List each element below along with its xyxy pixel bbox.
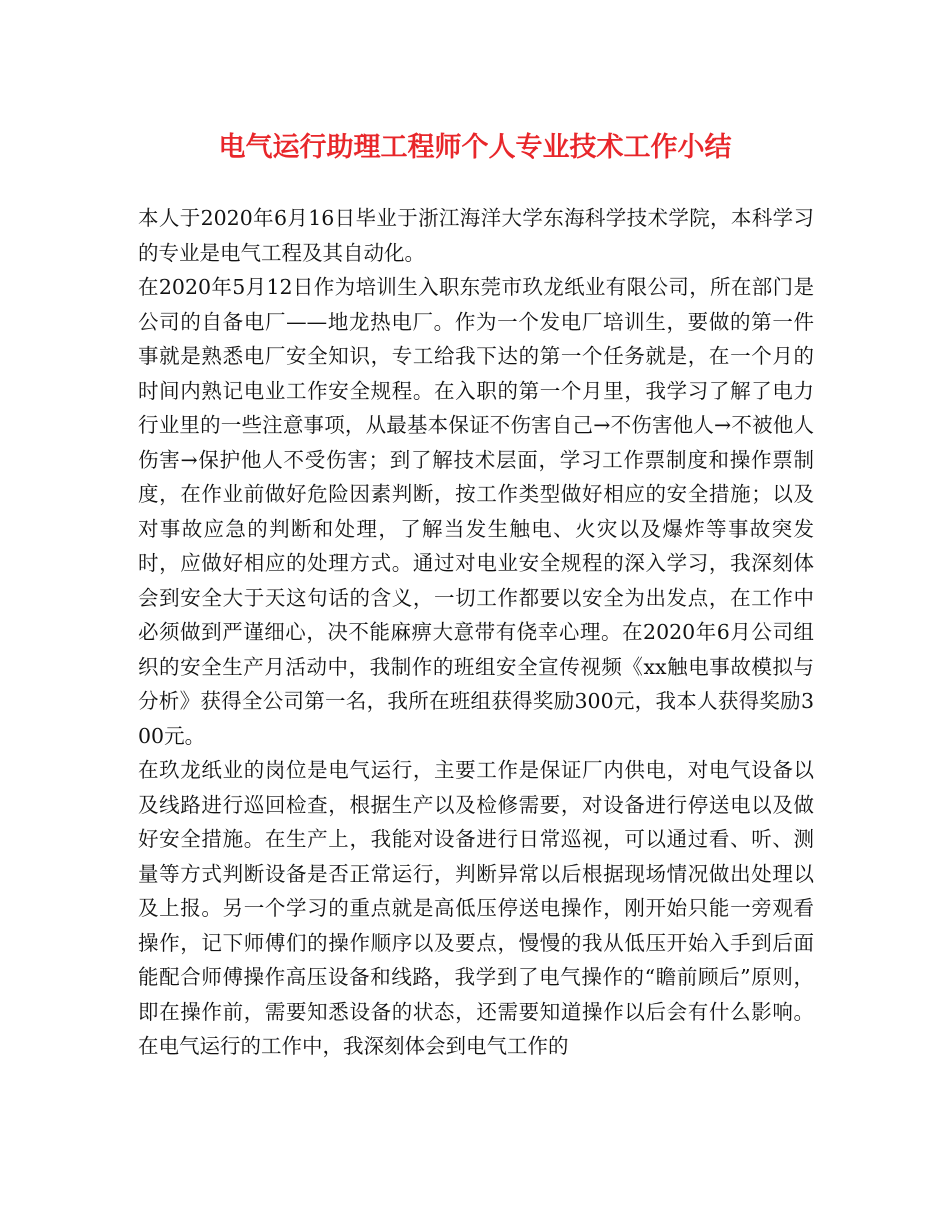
document-title: 电气运行助理工程师个人专业技术工作小结 <box>218 132 732 163</box>
paragraph-electrical-operation: 在玖龙纸业的岗位是电气运行，主要工作是保证厂内供电，对电气设备以及线路进行巡回检查，根据生产以及检修需要，对设备进行停送电以及做好安全措施。在生产上，我能对设备进行日常巡视，可以通过看、听、测量等方式判断设备是否正常运行，判断异常以后根据现场情况做出处理以及上报。另一个学习的重点就是高低压停送电操作，刚开始只能一旁观看操作，记下师傅们的操作顺序以及要点，慢慢的我从低压开始入手到后面能配合师傅操作高压设备和线路，我学到了电气操作的“瞻前顾后”原则，即在操作前，需要知悉设备的状态，还需要知道操作以后会有什么影响。在电气运行的工作中，我深刻体会到电气工作的 <box>138 758 814 1058</box>
document-body <box>138 201 814 1064</box>
paragraph-training: 在2020年5月12日作为培训生入职东莞市玖龙纸业有限公司，所在部门是公司的自备电厂——地龙热电厂。作为一个发电厂培训生，要做的第一件事就是熟悉电厂安全知识，专工给我下达的第一个任务就是，在一个月的时间内熟记电业工作安全规程。在入职的第一个月里，我学习了解了电力行业里的一些注意事项，从最基本保证不伤害自己→不伤害他人→不被他人伤害→保护他人不受伤害；到了解技术层面，学习工作票制度和操作票制度，在作业前做好危险因素判断，按工作类型做好相应的安全措施；以及对事故应急的判断和处理，了解当发生触电、火灾以及爆炸等事故突发时，应做好相应的处理方式。通过对电业安全规程的深入学习，我深刻体会到安全大于天这句话的含义，一切工作都要以安全为出发点，在工作中必须做到严谨细心，决不能麻痹大意带有侥幸心理。在2020年6月公司组织的安全生产月活动中，我制作的班组安全宣传视频《xx触电事故模拟与分析》获得全公司第一名，我所在班组获得奖励300元，我本人获得奖励300元。 <box>138 275 814 748</box>
paragraph-graduation: 本人于2020年6月16日毕业于浙江海洋大学东海科学技术学院，本科学习的专业是电气工程及其自动化。 <box>138 206 814 265</box>
